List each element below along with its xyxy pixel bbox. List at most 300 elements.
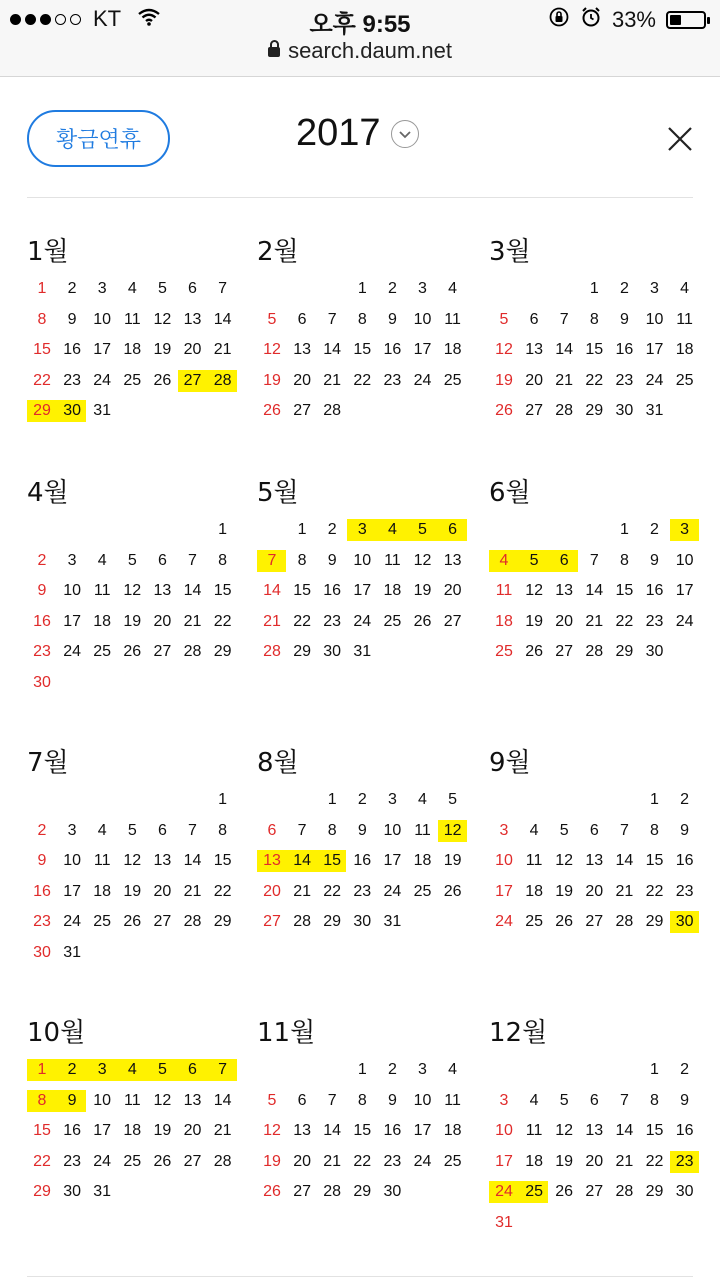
date-cell: 15 [323,852,342,870]
week-row [257,1151,472,1182]
week-row [257,1090,472,1121]
date-cell: 8 [619,551,629,569]
sunday-date: 11 [495,582,513,600]
week-row [27,550,242,581]
date-cell: 14 [183,852,202,870]
date-cell: 8 [218,821,228,839]
month-title: 2월 [257,237,299,267]
date-cell: 20 [183,341,202,359]
date-cell: 13 [153,852,172,870]
date-cell: 28 [183,913,202,931]
date-cell: 30 [353,913,372,931]
date-cell: 30 [323,643,342,661]
sunday-date: 9 [37,582,47,600]
week-row [489,580,704,611]
sunday-date: 8 [37,310,47,328]
sunday-date: 25 [495,643,513,661]
sunday-date: 19 [263,371,281,389]
date-cell: 29 [615,643,634,661]
date-cell: 11 [123,310,141,328]
date-cell: 21 [293,882,311,900]
date-cell: 5 [559,821,569,839]
date-cell: 27 [443,612,462,630]
date-cell: 16 [675,852,694,870]
week-row [27,672,242,703]
week-row [27,1059,242,1090]
date-cell: 28 [293,913,311,931]
date-cell: 8 [650,1091,659,1109]
date-cell: 6 [297,310,307,328]
date-cell: 20 [525,371,543,389]
golden-holiday-button[interactable]: 황금연휴 [27,110,170,167]
sunday-date: 26 [263,1183,281,1201]
week-row [489,370,704,401]
date-cell: 21 [615,882,634,900]
date-cell: 13 [443,551,462,569]
date-cell: 30 [63,1183,81,1201]
week-row [489,1151,704,1182]
date-cell: 28 [183,643,202,661]
date-cell: 4 [127,280,137,297]
date-cell: 10 [645,310,664,328]
date-cell: 14 [293,852,311,870]
date-cell: 12 [413,551,432,569]
date-cell: 27 [293,1183,311,1201]
sunday-date: 19 [495,371,513,389]
date-cell: 26 [123,643,142,661]
chevron-down-icon[interactable] [391,120,419,148]
week-row [489,641,704,672]
week-row [27,339,242,370]
month-grid [257,789,472,942]
date-cell: 13 [293,1122,311,1140]
sunday-date: 31 [495,1213,513,1231]
clock: 오후 9:55 [309,11,411,38]
date-cell: 13 [293,341,311,359]
month-grid [489,789,704,942]
date-cell: 22 [645,882,664,900]
date-cell: 28 [213,371,232,389]
week-row [257,580,472,611]
month-grid [257,278,472,431]
month-calendar [27,232,242,431]
sunday-date: 15 [33,1122,51,1140]
date-cell: 7 [327,1091,337,1109]
date-cell: 16 [675,1122,694,1140]
date-cell: 31 [93,402,112,420]
week-row [257,641,472,672]
date-cell: 5 [157,280,167,297]
date-cell: 5 [127,821,137,839]
date-cell: 13 [585,852,604,870]
date-cell: 28 [615,913,634,931]
date-cell: 4 [529,1091,539,1109]
year-selector[interactable] [296,112,419,155]
date-cell: 5 [559,1091,569,1109]
sunday-date: 17 [495,1152,513,1170]
month-grid [489,1059,704,1243]
date-cell: 18 [123,1122,142,1140]
date-cell: 12 [123,582,142,600]
date-cell: 27 [525,402,543,420]
sunday-date: 16 [33,612,51,630]
date-cell: 12 [443,821,462,839]
date-cell: 29 [213,913,232,931]
month-grid [257,1059,472,1212]
date-cell: 15 [213,582,232,600]
url-text: search.daum.net [288,38,452,63]
date-cell: 24 [63,913,81,931]
week-row [27,1151,242,1182]
sunday-date: 22 [33,1152,51,1170]
week-row [489,1059,704,1090]
sunday-date: 27 [263,913,281,931]
date-cell: 16 [645,582,664,600]
date-cell: 13 [183,1091,202,1109]
sunday-date: 5 [499,310,509,328]
date-cell: 5 [157,1061,167,1078]
date-cell: 3 [387,791,397,808]
date-cell: 19 [153,341,172,359]
date-cell: 2 [650,521,659,538]
sunday-date: 6 [267,821,277,839]
date-cell: 21 [585,612,604,630]
date-cell: 13 [183,310,202,328]
date-cell: 11 [676,310,693,328]
date-cell: 12 [153,310,172,328]
week-row [489,1212,704,1243]
date-cell: 9 [619,310,629,328]
week-row [27,820,242,851]
date-cell: 9 [67,1091,77,1109]
date-cell: 10 [63,852,81,870]
date-cell: 18 [525,1152,543,1170]
date-cell: 11 [414,821,431,839]
sunday-date: 2 [37,821,47,839]
date-cell: 6 [297,1091,307,1109]
week-row [489,1181,704,1212]
date-cell: 18 [93,612,112,630]
date-cell: 6 [589,1091,599,1109]
date-cell: 2 [680,791,690,808]
date-cell: 28 [323,402,342,420]
sunday-date: 12 [263,1122,281,1140]
sunday-date: 16 [33,882,51,900]
date-cell: 23 [63,371,81,389]
sunday-date: 3 [499,821,509,839]
sunday-date: 5 [267,310,277,328]
date-cell: 25 [525,1183,543,1201]
week-row [257,1120,472,1151]
sunday-date: 7 [267,551,277,569]
date-cell: 25 [443,371,462,389]
date-cell: 7 [188,551,197,569]
date-cell: 17 [63,612,81,630]
date-cell: 25 [123,1152,142,1170]
month-calendar [27,743,242,973]
week-row [27,881,242,912]
sunday-date: 9 [37,852,47,870]
date-cell: 23 [675,1152,694,1170]
date-cell: 26 [413,612,432,630]
sunday-date: 19 [263,1152,281,1170]
date-cell: 4 [387,521,397,538]
week-row [27,850,242,881]
date-cell: 22 [323,882,342,900]
date-cell: 18 [525,882,543,900]
date-cell: 6 [157,821,167,839]
sunday-date: 17 [495,882,513,900]
date-cell: 27 [153,643,172,661]
date-cell: 9 [680,1091,690,1109]
week-row [489,850,704,881]
date-cell: 7 [619,1091,629,1109]
date-cell: 25 [383,612,402,630]
date-cell: 25 [443,1152,462,1170]
date-cell: 14 [323,341,342,359]
date-cell: 4 [680,280,690,297]
date-cell: 7 [619,821,629,839]
date-cell: 13 [585,1122,604,1140]
date-cell: 19 [525,612,543,630]
month-title: 1월 [27,237,69,267]
date-cell: 14 [213,1091,232,1109]
date-cell: 18 [443,341,462,359]
date-cell: 27 [555,643,574,661]
date-cell: 27 [183,371,202,389]
week-row [489,400,704,431]
sunday-date: 29 [33,1183,51,1201]
date-cell: 15 [645,852,664,870]
week-row [27,789,242,820]
date-cell: 3 [650,280,659,297]
week-row [257,309,472,340]
date-cell: 19 [413,582,432,600]
date-cell: 16 [383,1122,402,1140]
week-row [27,370,242,401]
date-cell: 19 [555,882,574,900]
date-cell: 24 [93,1152,112,1170]
date-cell: 2 [357,791,367,808]
date-cell: 23 [383,371,402,389]
sunday-date: 24 [495,913,513,931]
date-cell: 2 [387,1061,397,1078]
sunday-date: 15 [33,341,51,359]
date-cell: 30 [615,402,634,420]
date-cell: 15 [213,852,232,870]
date-cell: 25 [93,643,112,661]
month-title: 6월 [489,478,531,508]
week-row [489,789,704,820]
date-cell: 26 [153,371,172,389]
date-cell: 13 [555,582,574,600]
date-cell: 31 [645,402,664,420]
date-cell: 21 [615,1152,634,1170]
week-row [27,309,242,340]
date-cell: 2 [680,1061,690,1078]
date-cell: 14 [615,1122,634,1140]
date-cell: 4 [97,551,107,569]
date-cell: 20 [293,371,311,389]
date-cell: 9 [327,551,337,569]
month-calendar [489,743,704,942]
week-row [27,1120,242,1151]
date-cell: 7 [297,821,307,839]
week-row [27,641,242,672]
date-cell: 21 [213,1122,232,1140]
date-cell: 10 [383,821,402,839]
date-cell: 24 [93,371,112,389]
date-cell: 27 [183,1152,202,1170]
date-cell: 8 [297,551,307,569]
date-cell: 17 [675,582,694,600]
month-calendar [489,232,704,431]
date-cell: 8 [218,551,228,569]
date-cell: 29 [353,1183,372,1201]
date-cell: 7 [327,310,337,328]
date-cell: 6 [589,821,599,839]
date-cell: 28 [213,1152,232,1170]
date-cell: 24 [413,371,432,389]
week-row [257,278,472,309]
month-calendar [27,473,242,703]
date-cell: 8 [357,310,367,328]
date-cell: 12 [153,1091,172,1109]
week-row [27,911,242,942]
lock-icon [268,47,280,57]
sunday-date: 21 [263,612,281,630]
date-cell: 17 [63,882,81,900]
close-icon[interactable] [665,124,695,154]
date-cell: 18 [93,882,112,900]
date-cell: 14 [213,310,232,328]
date-cell: 19 [555,1152,574,1170]
month-calendar [257,232,472,431]
date-cell: 23 [615,371,634,389]
date-cell: 15 [645,1122,664,1140]
date-cell: 16 [383,341,402,359]
date-cell: 16 [323,582,342,600]
date-cell: 17 [383,852,402,870]
date-cell: 5 [418,521,427,538]
date-cell: 6 [529,310,539,328]
month-title: 11월 [257,1018,316,1048]
date-cell: 15 [585,341,604,359]
date-cell: 8 [650,821,659,839]
date-cell: 23 [645,612,664,630]
bottom-divider [27,1276,693,1277]
date-cell: 9 [387,1091,397,1109]
date-cell: 21 [183,882,202,900]
date-cell: 23 [323,612,342,630]
date-cell: 22 [353,371,372,389]
date-cell: 17 [93,1122,112,1140]
date-cell: 27 [153,913,172,931]
date-cell: 19 [123,612,142,630]
date-cell: 11 [444,310,461,328]
week-row [489,339,704,370]
sunday-date: 4 [499,551,509,569]
sunday-date: 1 [37,1061,47,1078]
sunday-date: 12 [263,341,281,359]
date-cell: 6 [559,551,569,569]
date-cell: 10 [413,310,432,328]
date-cell: 29 [645,913,664,931]
date-cell: 20 [585,1152,604,1170]
month-title: 4월 [27,478,69,508]
date-cell: 14 [323,1122,342,1140]
date-cell: 4 [448,1061,458,1078]
week-row [257,611,472,642]
date-cell: 28 [615,1183,634,1201]
date-cell: 20 [585,882,604,900]
date-cell: 3 [357,521,367,538]
date-cell: 16 [63,1122,81,1140]
date-cell: 21 [555,371,574,389]
date-cell: 23 [63,1152,81,1170]
date-cell: 31 [93,1183,112,1201]
sunday-date: 23 [33,643,51,661]
date-cell: 17 [645,341,664,359]
date-cell: 22 [213,612,232,630]
date-cell: 18 [413,852,432,870]
date-cell: 10 [353,551,372,569]
date-cell: 31 [353,643,372,661]
date-cell: 22 [585,371,604,389]
date-cell: 10 [93,1091,112,1109]
date-cell: 13 [153,582,172,600]
date-cell: 13 [525,341,543,359]
date-cell: 24 [675,612,694,630]
sunday-date: 14 [263,582,281,600]
date-cell: 10 [675,551,694,569]
date-cell: 23 [353,882,372,900]
date-cell: 3 [680,521,690,538]
date-cell: 30 [63,402,81,420]
address-bar[interactable] [0,38,720,64]
date-cell: 10 [413,1091,432,1109]
date-cell: 4 [418,791,427,808]
date-cell: 26 [555,913,574,931]
date-cell: 7 [589,551,599,569]
week-row [27,611,242,642]
sunday-date: 1 [37,280,47,297]
sunday-date: 20 [263,882,281,900]
date-cell: 25 [675,371,694,389]
sunday-date: 5 [267,1091,277,1109]
date-cell: 30 [645,643,664,661]
date-cell: 16 [615,341,634,359]
month-title: 10월 [27,1018,86,1048]
sunday-date: 30 [33,943,51,961]
sunday-date: 26 [263,402,281,420]
date-cell: 29 [645,1183,664,1201]
date-cell: 17 [413,341,432,359]
carrier-name: KT [93,6,122,31]
date-cell: 22 [645,1152,664,1170]
date-cell: 5 [127,551,137,569]
date-cell: 6 [448,521,458,538]
date-cell: 8 [589,310,599,328]
date-cell: 21 [323,371,342,389]
week-row [489,1090,704,1121]
date-cell: 25 [123,371,142,389]
month-calendar [257,1013,472,1212]
week-row [489,911,704,942]
date-cell: 14 [615,852,634,870]
date-cell: 6 [188,1061,197,1078]
week-row [489,519,704,550]
